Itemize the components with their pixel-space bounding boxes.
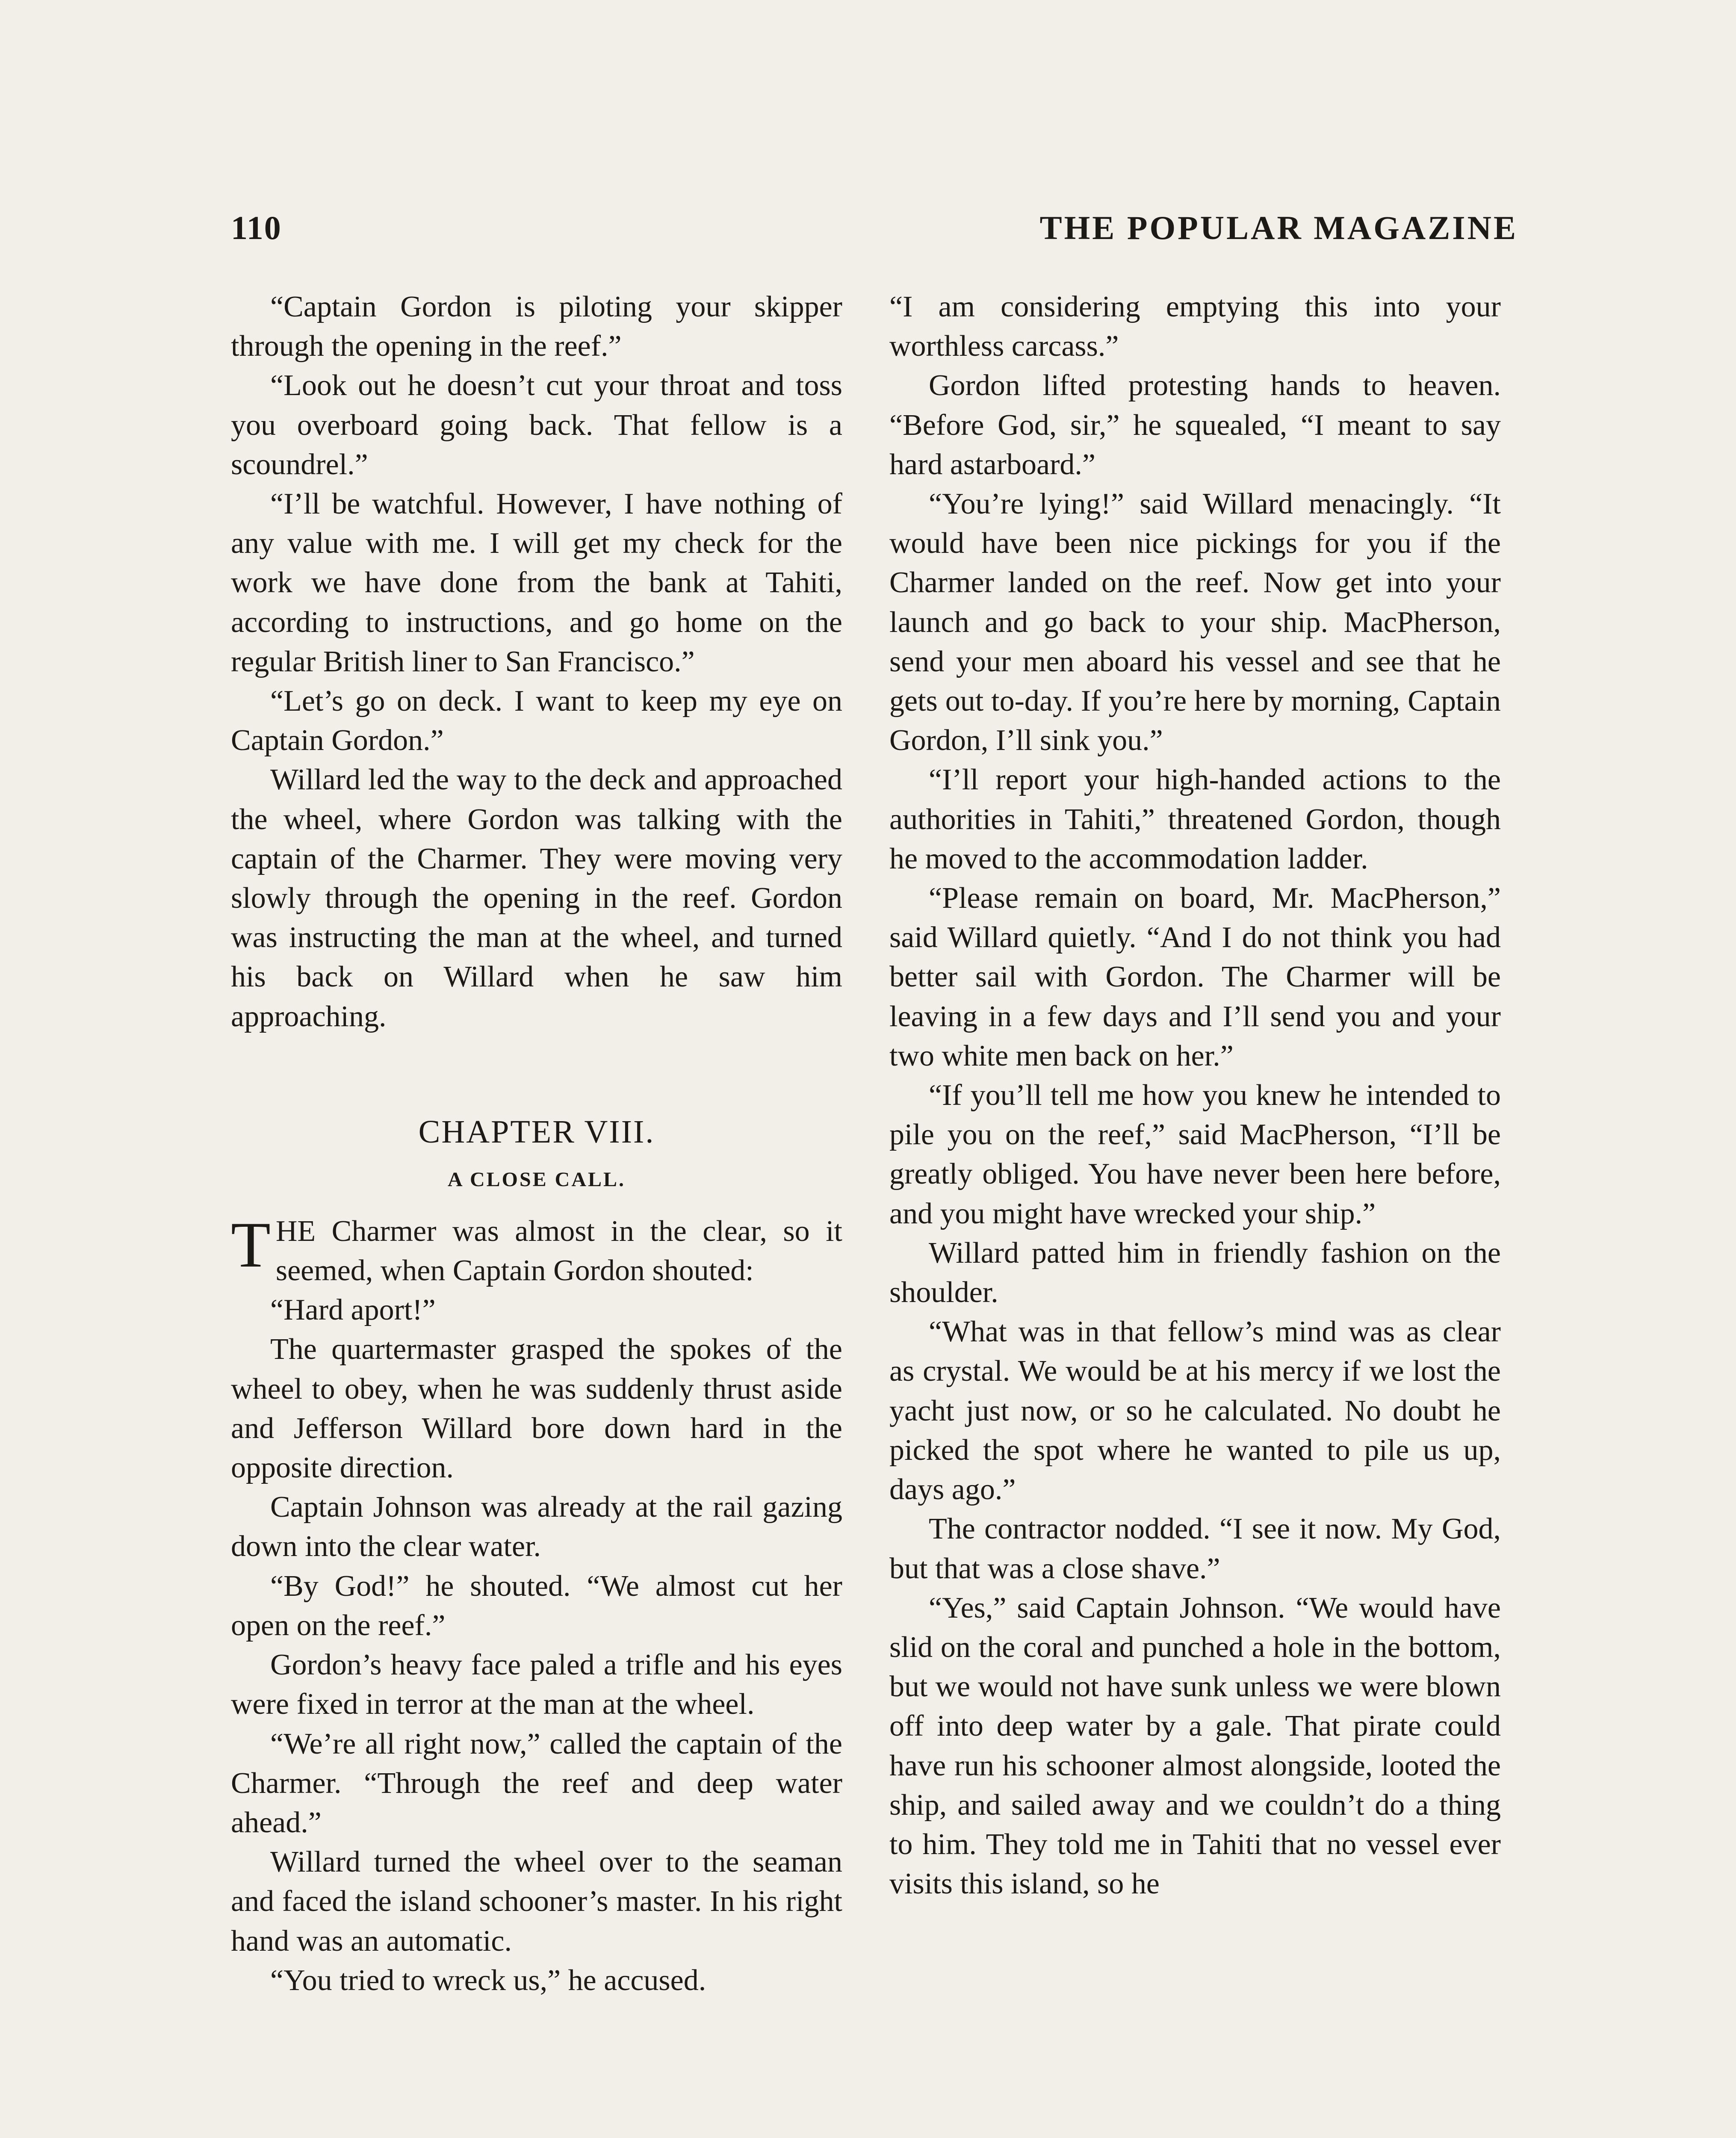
left-text-column: [231, 287, 842, 2138]
paragraph: The contractor nodded. “I see it now. My God, but that was a close shave.”: [889, 1512, 1501, 1585]
paragraph: Gordon lifted protesting hands to heaven. “Before God, sir,” he squealed, “I meant to say hard astarboard.”: [889, 369, 1501, 481]
chapter-heading: CHAPTER VIII.: [418, 1113, 655, 1150]
paragraph: “Hard aport!”: [270, 1293, 436, 1327]
paragraph: Willard led the way to the deck and approached the wheel, where Gordon was talking with the captain of the Charmer. They were moving very slowly through the opening in the reef. Gordon was instructing the man at the wheel, and turned his back on Willard when he saw him approaching.: [231, 763, 842, 1033]
paragraph: Captain Johnson was already at the rail gazing down into the clear water.: [231, 1491, 842, 1563]
paragraph: Willard turned the wheel over to the seaman and faced the island schooner’s master. In his right hand was an automatic.: [231, 1846, 842, 1958]
chapter-opening-paragraph: [231, 1208, 842, 1290]
paragraph: Willard patted him in friendly fashion on the shoulder.: [889, 1236, 1501, 1309]
paragraph: Gordon’s heavy face paled a trifle and his eyes were fixed in terror at the man at the wheel.: [231, 1648, 842, 1721]
paragraph: “You’re lying!” said Willard menacingly. “It would have been nice pickings for you if the Charmer landed on the reef. Now get into your launch and go back to your ship. MacPherson, send your men aboard his vessel and see that he gets out to-day. If you’re here by morning, Captain Gordon, I’ll sink you.”: [889, 487, 1501, 757]
paragraph: “You tried to wreck us,” he accused.: [270, 1964, 706, 1997]
opening-text: HE Charmer was almost in the clear, so it seemed, when Captain Gordon shouted:: [275, 1214, 842, 1288]
drop-cap: T: [231, 1208, 271, 1281]
chapter-subtitle: A CLOSE CALL.: [447, 1168, 626, 1191]
paragraph: “I’ll be watchful. However, I have nothing of any value with me. I will get my check for the work we have done from the bank at Tahiti, according to instructions, and go home on the regular British liner to San Francisco.”: [231, 487, 842, 678]
paragraph: “I’ll report your high-handed actions to the authorities in Tahiti,” threatened Gordon, though he moved to the accommodation ladder.: [889, 763, 1501, 875]
right-text-column: [889, 287, 1501, 2138]
paragraph: “By God!” he shouted. “We almost cut her open on the reef.”: [231, 1569, 842, 1642]
paragraph: “Let’s go on deck. I want to keep my eye on Captain Gordon.”: [231, 685, 842, 757]
running-title: THE POPULAR MAGAZINE: [1039, 209, 1518, 246]
paragraph: “Captain Gordon is piloting your skipper through the opening in the reef.”: [231, 290, 842, 363]
paragraph: “If you’ll tell me how you knew he intended to pile you on the reef,” said MacPherson, “I’ll be greatly obliged. You have never been here before, and you might have wrecked your ship.”: [889, 1079, 1501, 1230]
paragraph: “What was in that fellow’s mind was as clear as crystal. We would be at his mercy if we lost the yacht just now, or so he calculated. No doubt he picked the spot where he wanted to pile us up, days ago.”: [889, 1315, 1501, 1506]
paragraph: “Look out he doesn’t cut your throat and toss you overboard going back. That fellow is a scoundrel.”: [231, 369, 842, 481]
paragraph: “Yes,” said Captain Johnson. “We would have slid on the coral and punched a hole in the bottom, but we would not have sunk unless we were blown off into deep water by a gale. That pirate could have run his schooner almost alongside, looted the ship, and sailed away and we couldn’t do a thing to him. They told me in Tahiti that no vessel ever visits this island, so he: [889, 1591, 1501, 1901]
paragraph: “Please remain on board, Mr. MacPherson,” said Willard quietly. “And I do not think you had better sail with Gordon. The Charmer will be leaving in a few days and I’ll send you and your two white men back on her.”: [889, 882, 1501, 1072]
continued-paragraph: “I am considering emptying this into your worthless carcass.”: [889, 290, 1501, 363]
paragraph: “We’re all right now,” called the captain of the Charmer. “Through the reef and deep water ahead.”: [231, 1727, 842, 1839]
page-number: 110: [231, 209, 282, 246]
paragraph: The quartermaster grasped the spokes of the wheel to obey, when he was suddenly thrust aside and Jefferson Willard bore down hard in the opposite direction.: [231, 1333, 842, 1485]
page-header: [231, 209, 1518, 256]
